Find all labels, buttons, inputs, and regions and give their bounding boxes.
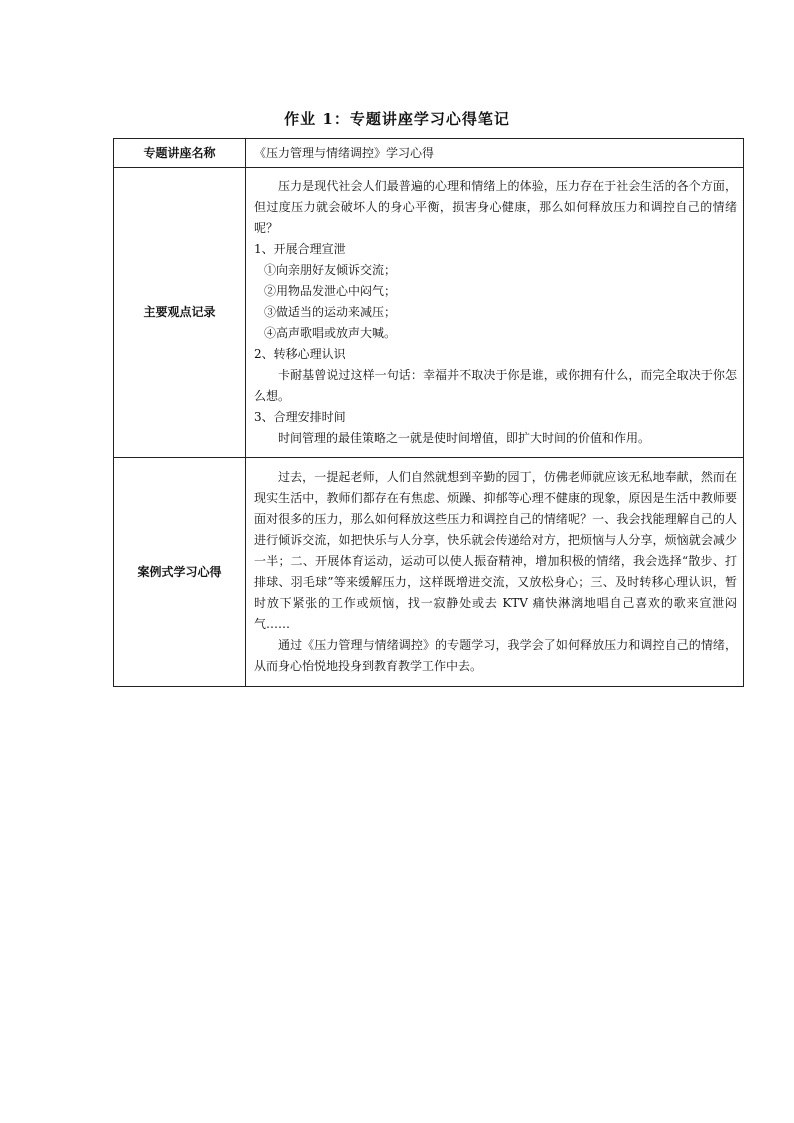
section-2-title: 2、转移心理认识 [254, 347, 346, 361]
case-study-paragraph-1: 过去，一提起老师，人们自然就想到辛勤的园丁，仿佛老师就应该无私地奉献，然而在现实生活中，教师们都存在有焦虑、烦躁、抑郁等心理不健康的现象，原因是生活中教师要面对很多的压力，那么如何释放这些压力和调控自己的情绪呢？一、我会找能理解自己的人进行倾诉交流，如把快乐与人分享，快乐就会传递给对方，把烦恼与人分享，烦恼就会减少一半；二、开展体育运动，运动可以使人振奋精神，增加积极的情绪，我会选择“散步、打排球、羽毛球”等来缓解压力，这样既增进交流，又放松身心；三、及时转移心理认识，暂时放下紧张的工作或烦恼，找一寂静处或去 KTV 痛快淋漓地唱自己喜欢的歌来宣泄闷气…… [254, 470, 737, 631]
lecture-name-value: 《压力管理与情绪调控》学习心得 [246, 139, 744, 168]
main-points-intro: 压力是现代社会人们最普遍的心理和情绪上的体验，压力存在于社会生活的各个方面，但过度压力就会破坏人的身心平衡，损害身心健康，那么如何释放压力和调控自己的情绪呢？ [254, 179, 737, 235]
case-study-paragraph-2: 通过《压力管理与情绪调控》的专题学习，我学会了如何释放压力和调控自己的情绪，从而身心怡悦地投身到教育教学工作中去。 [254, 638, 737, 673]
table-row-case-study [114, 458, 744, 687]
section-1-item: ④高声歌唱或放声大喊。 [264, 326, 397, 340]
section-2-text: 卡耐基曾说过这样一句话：幸福并不取决于你是谁，或你拥有什么，而完全取决于你怎么想。 [254, 368, 737, 403]
page-title: 作业 1：专题讲座学习心得笔记 [284, 110, 510, 128]
section-1-title: 1、开展合理宣泄 [254, 242, 346, 256]
main-points-content [246, 168, 744, 458]
section-3-title: 3、合理安排时间 [254, 410, 346, 424]
lecture-name-label: 专题讲座名称 [114, 139, 246, 168]
section-1-item: ①向亲朋好友倾诉交流； [264, 263, 397, 277]
section-3-text: 时间管理的最佳策略之一就是使时间增值，即扩大时间的价值和作用。 [278, 431, 651, 445]
table-row-lecture-name [114, 139, 744, 168]
section-1-item: ②用物品发泄心中闷气； [264, 284, 397, 298]
case-study-content [246, 458, 744, 687]
table-row-main-points [114, 168, 744, 458]
case-study-label: 案例式学习心得 [114, 458, 246, 687]
main-points-label: 主要观点记录 [114, 168, 246, 458]
notes-table [113, 138, 744, 687]
section-1-item: ③做适当的运动来减压； [264, 305, 397, 319]
